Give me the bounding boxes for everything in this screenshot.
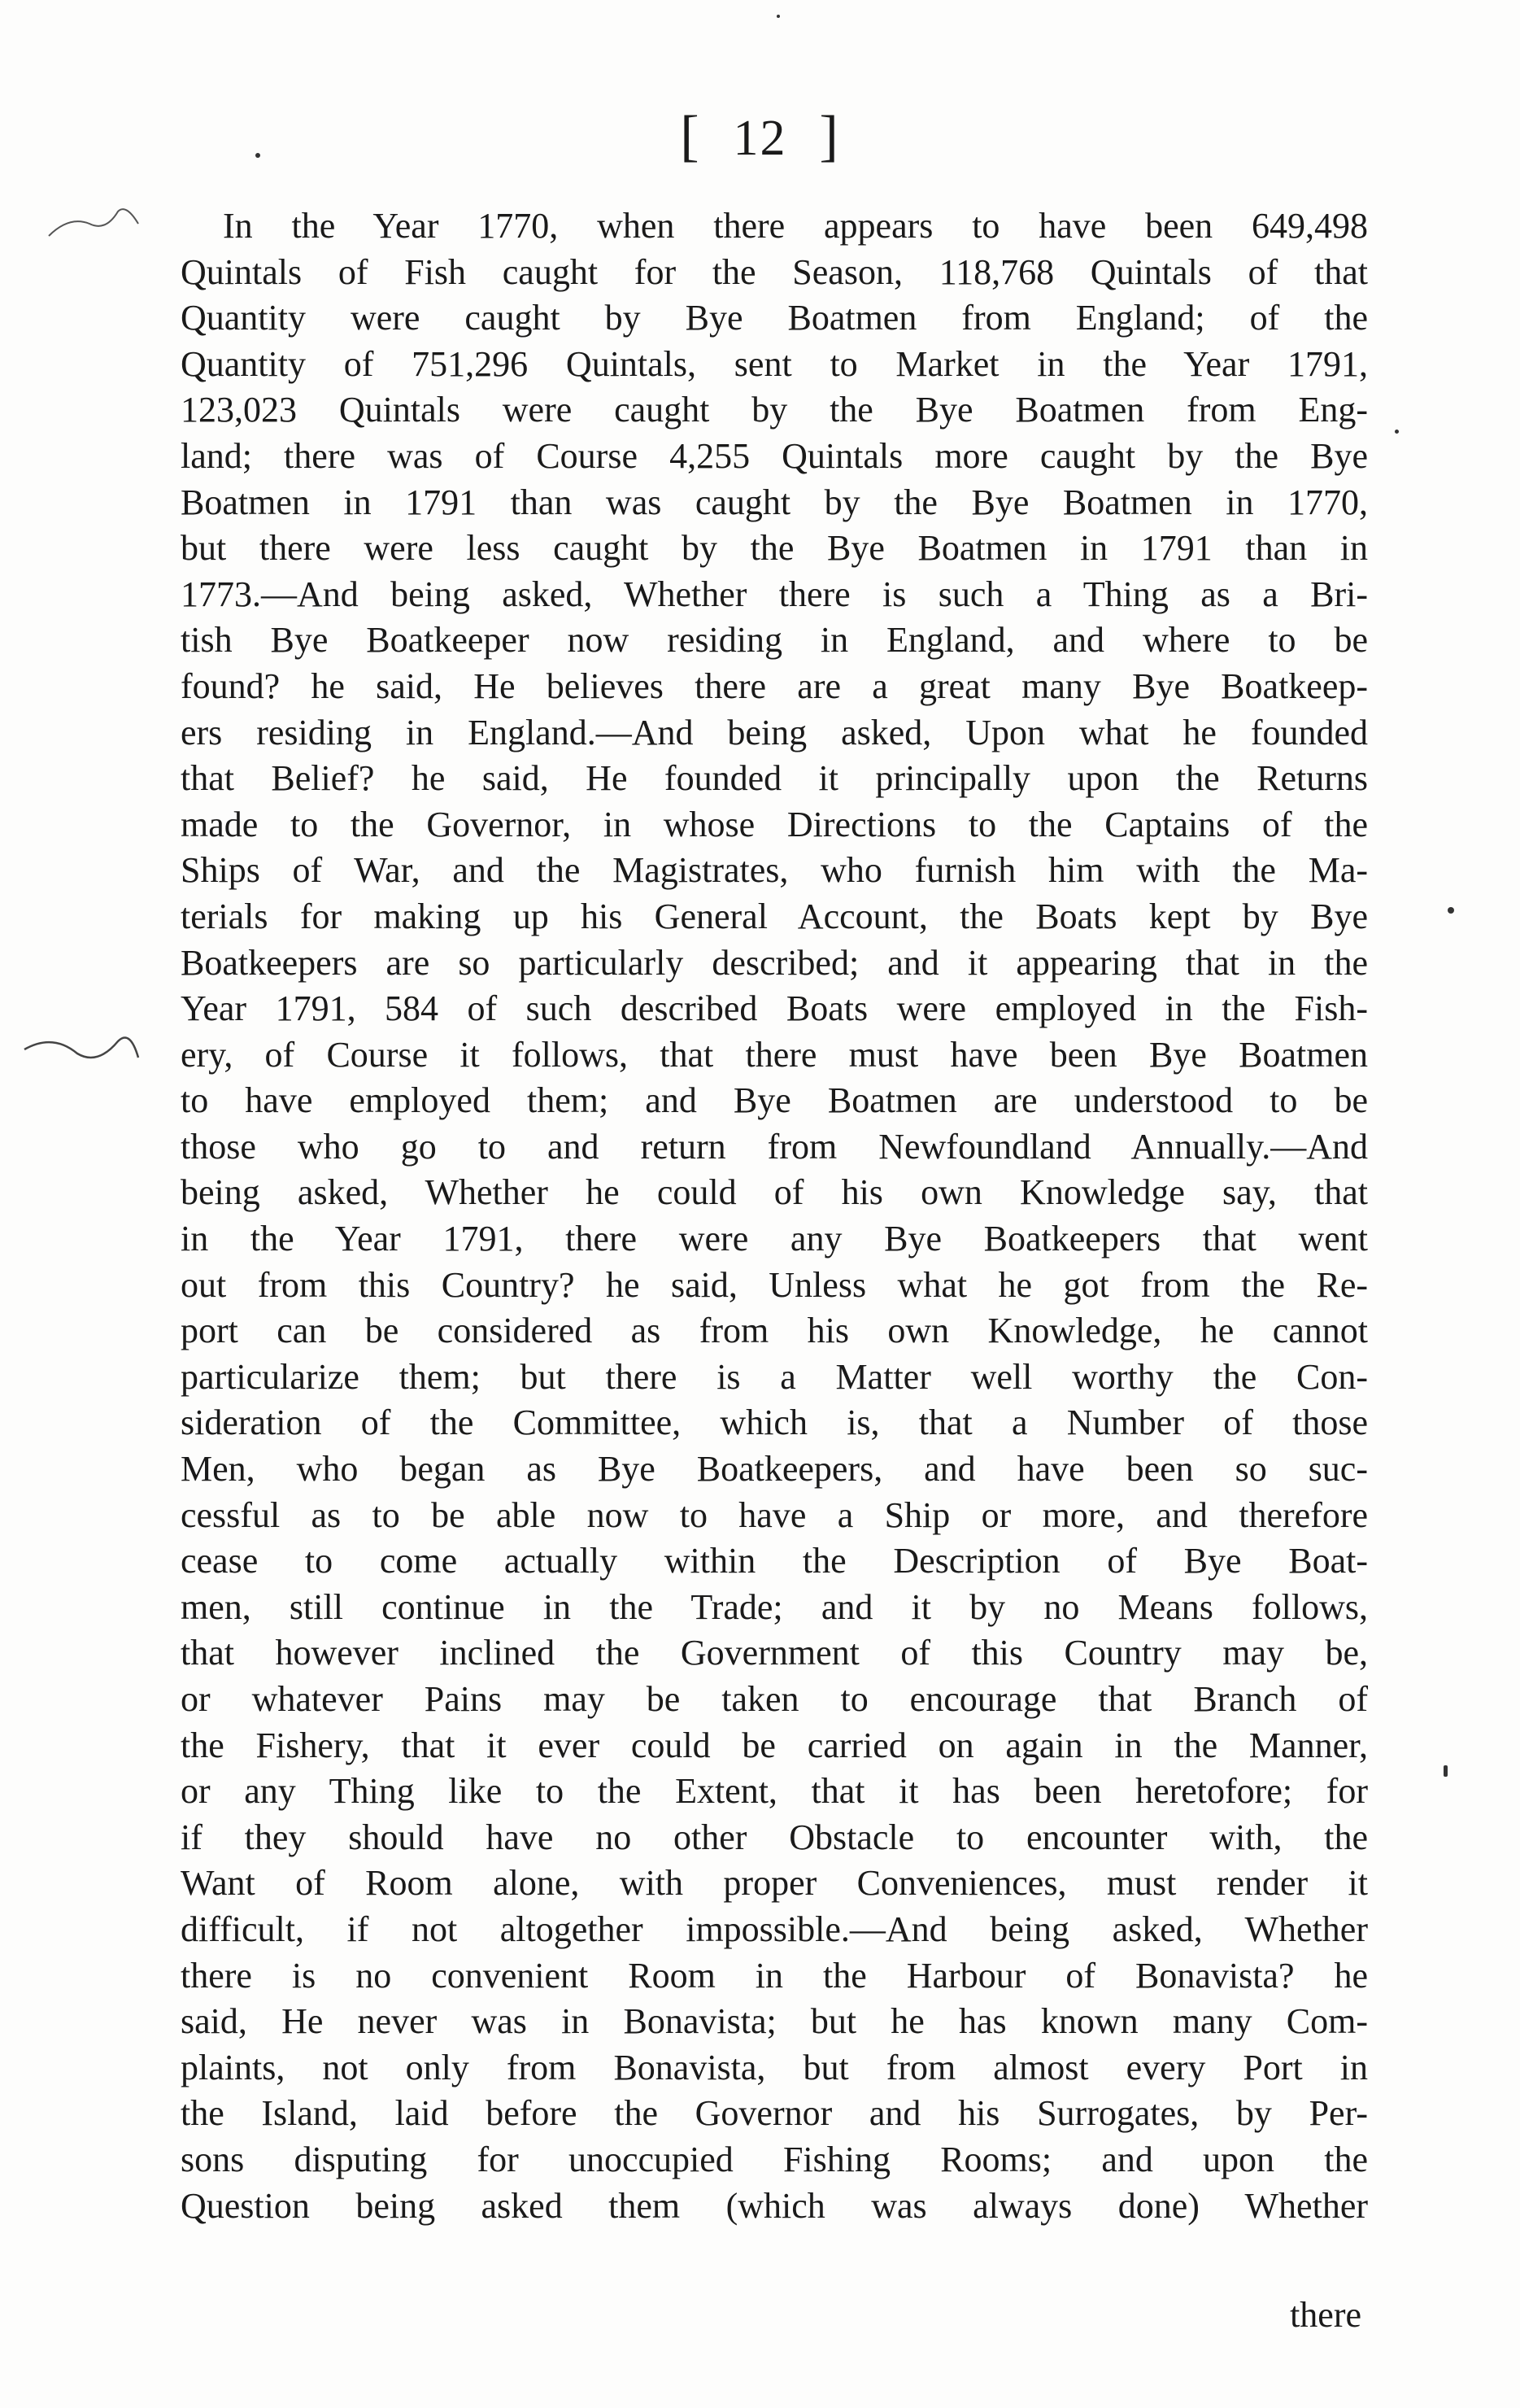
text-line: Men, who began as Bye Boatkeepers, and have been so suc-	[181, 1449, 1368, 1490]
text-line: Want of Room alone, with proper Conveniences, must render it	[181, 1863, 1368, 1904]
ink-speck	[777, 15, 780, 18]
catchword: there	[1290, 2295, 1361, 2335]
ink-speck	[1444, 1765, 1448, 1777]
text-line: said, He never was in Bonavista; but he has known many Com-	[181, 2001, 1368, 2042]
text-line: Year 1791, 584 of such described Boats were employed in the Fish-	[181, 988, 1368, 1029]
text-line: cessful as to be able now to have a Ship or more, and therefore	[181, 1494, 1368, 1535]
text-line: sideration of the Committee, which is, that a Number of those	[181, 1402, 1368, 1443]
text-line: found? he said, He believes there are a great many Bye Boatkeep-	[181, 665, 1368, 706]
text-line: being asked, Whether he could of his own Knowledge say, that	[181, 1172, 1368, 1213]
open-bracket: [	[680, 105, 701, 168]
text-line: Boatmen in 1791 than was caught by the Bye Boatmen in 1770,	[181, 482, 1368, 522]
text-line: 123,023 Quintals were caught by the Bye Boatmen from Eng-	[181, 390, 1368, 430]
text-line: land; there was of Course 4,255 Quintals more caught by the Bye	[181, 435, 1368, 476]
text-line: Quantity of 751,296 Quintals, sent to Market in the Year 1791,	[181, 343, 1368, 384]
body-text	[181, 203, 1368, 2229]
ink-speck	[1395, 430, 1399, 434]
text-line: if they should have no other Obstacle to encounter with, the	[181, 1817, 1368, 1857]
margin-squiggle-mark	[20, 1017, 142, 1090]
margin-squiggle-mark	[45, 199, 142, 256]
text-line: tish Bye Boatkeeper now residing in England, and where to be	[181, 620, 1368, 661]
text-line: Quintals of Fish caught for the Season, 118,768 Quintals of that	[181, 251, 1368, 292]
text-line: out from this Country? he said, Unless what he got from the Re-	[181, 1264, 1368, 1305]
text-line: the Island, laid before the Governor and his Surrogates, by Per-	[181, 2093, 1368, 2134]
text-line: men, still continue in the Trade; and it by no Means follows,	[181, 1586, 1368, 1627]
text-line: the Fishery, that it ever could be carried on again in the Manner,	[181, 1725, 1368, 1765]
text-line: there is no convenient Room in the Harbour of Bonavista? he	[181, 1955, 1368, 1996]
page-header	[0, 104, 1520, 169]
text-line: particularize them; but there is a Matter well worthy the Con-	[181, 1356, 1368, 1397]
text-line: that however inclined the Government of this Country may be,	[181, 1633, 1368, 1673]
text-line: In the Year 1770, when there appears to have been 649,498	[223, 206, 1368, 246]
text-line: that Belief? he said, He founded it principally upon the Returns	[181, 758, 1368, 799]
text-line: those who go to and return from Newfoundland Annually.—And	[181, 1126, 1368, 1167]
text-line: made to the Governor, in whose Directions to the Captains of the	[181, 804, 1368, 844]
text-line: difficult, if not altogether impossible.—And being asked, Whether	[181, 1909, 1368, 1949]
text-line: or any Thing like to the Extent, that it has been heretofore; for	[181, 1771, 1368, 1812]
text-line: or whatever Pains may be taken to encourage that Branch of	[181, 1679, 1368, 1719]
text-line: Boatkeepers are so particularly described; and it appearing that in the	[181, 942, 1368, 983]
text-line: port can be considered as from his own Knowledge, he cannot	[181, 1311, 1368, 1351]
text-line: but there were less caught by the Bye Boatmen in 1791 than in	[181, 528, 1368, 569]
page-number: 12	[733, 111, 787, 166]
text-line: Ships of War, and the Magistrates, who furnish him with the Ma-	[181, 850, 1368, 891]
text-line: terials for making up his General Account, the Boats kept by Bye	[181, 896, 1368, 936]
text-line: ers residing in England.—And being asked, Upon what he founded	[181, 712, 1368, 752]
text-line: cease to come actually within the Description of Bye Boat-	[181, 1541, 1368, 1581]
ink-speck	[255, 153, 260, 158]
text-line: plaints, not only from Bonavista, but from almost every Port in	[181, 2047, 1368, 2087]
text-line: Quantity were caught by Bye Boatmen from England; of the	[181, 298, 1368, 338]
text-line: Question being asked them (which was always done) Whether	[181, 2185, 1368, 2226]
text-line: sons disputing for unoccupied Fishing Rooms; and upon the	[181, 2139, 1368, 2179]
text-line: ery, of Course it follows, that there must have been Bye Boatmen	[181, 1034, 1368, 1075]
text-line: to have employed them; and Bye Boatmen are understood to be	[181, 1080, 1368, 1121]
close-bracket: ]	[819, 105, 840, 168]
text-line: 1773.—And being asked, Whether there is such a Thing as a Bri-	[181, 574, 1368, 614]
text-line: in the Year 1791, there were any Bye Boatkeepers that went	[181, 1219, 1368, 1259]
ink-speck	[1448, 907, 1454, 914]
